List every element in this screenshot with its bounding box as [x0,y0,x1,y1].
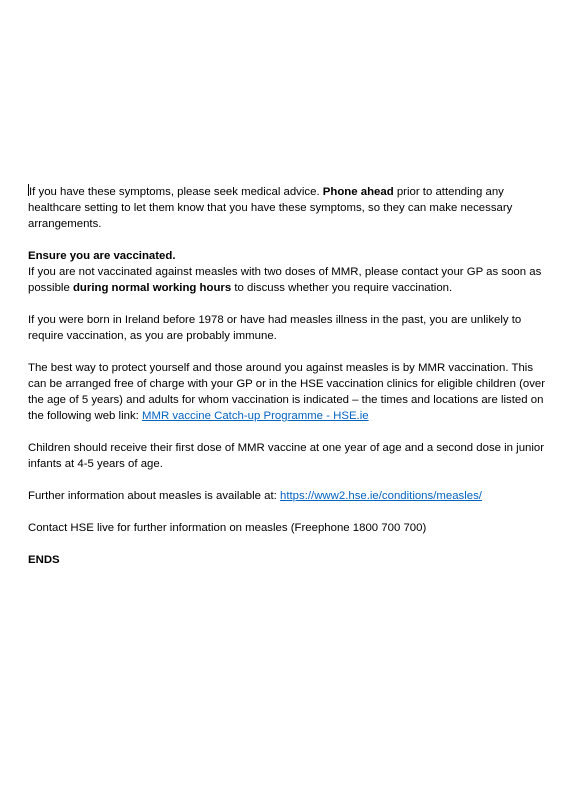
vaccinated-heading [28,248,552,264]
vaccination-text: If you are not vaccinated against measles with two doses of MMR, please contact your GP as soon as possible [28,266,542,294]
measles-info-link[interactable]: https://www2.hse.ie/conditions/measles/ [280,490,482,502]
further-info-text: Further information about measles is available at: [28,490,280,502]
working-hours-bold: during normal working hours [72,282,232,294]
ends-text: ENDS [28,554,60,566]
phone-ahead-bold: Phone ahead [322,186,394,198]
symptoms-paragraph [28,184,552,232]
vaccination-text-continued: to discuss whether you require vaccination. [231,282,453,294]
mmr-text: The best way to protect yourself and those around you against measles is by MMR vaccination. This can be arranged free of charge with your GP or in the HSE vaccination clinics for eligible children (over the age of 5 years) and adults for whom vaccination is indicated – the times and locations are listed on the following web link: [28,362,546,422]
vaccination-paragraph [28,264,552,296]
mmr-paragraph [28,360,552,424]
vaccinated-heading-text: Ensure you are vaccinated. [28,250,176,262]
further-info-paragraph [28,488,552,504]
symptoms-text: If you have these symptoms, please seek medical advice. [29,186,323,198]
immunity-paragraph: If you were born in Ireland before 1978 or have had measles illness in the past, you are unlikely to require vaccination, as you are probably immune. [28,314,522,342]
ends-marker [28,552,552,568]
symptoms-text-continued: prior to attending any healthcare setting to let them know that you have these symptoms, so they can make necessary arrangements. [28,186,513,230]
mmr-catchup-link[interactable]: MMR vaccine Catch-up Programme - HSE.ie [141,410,369,422]
document-page [28,184,552,584]
children-dose-paragraph: Children should receive their first dose of MMR vaccine at one year of age and a second dose in junior infants at 4-5 years of age. [28,442,545,470]
contact-paragraph: Contact HSE live for further information on measles (Freephone 1800 700 700) [28,522,427,534]
